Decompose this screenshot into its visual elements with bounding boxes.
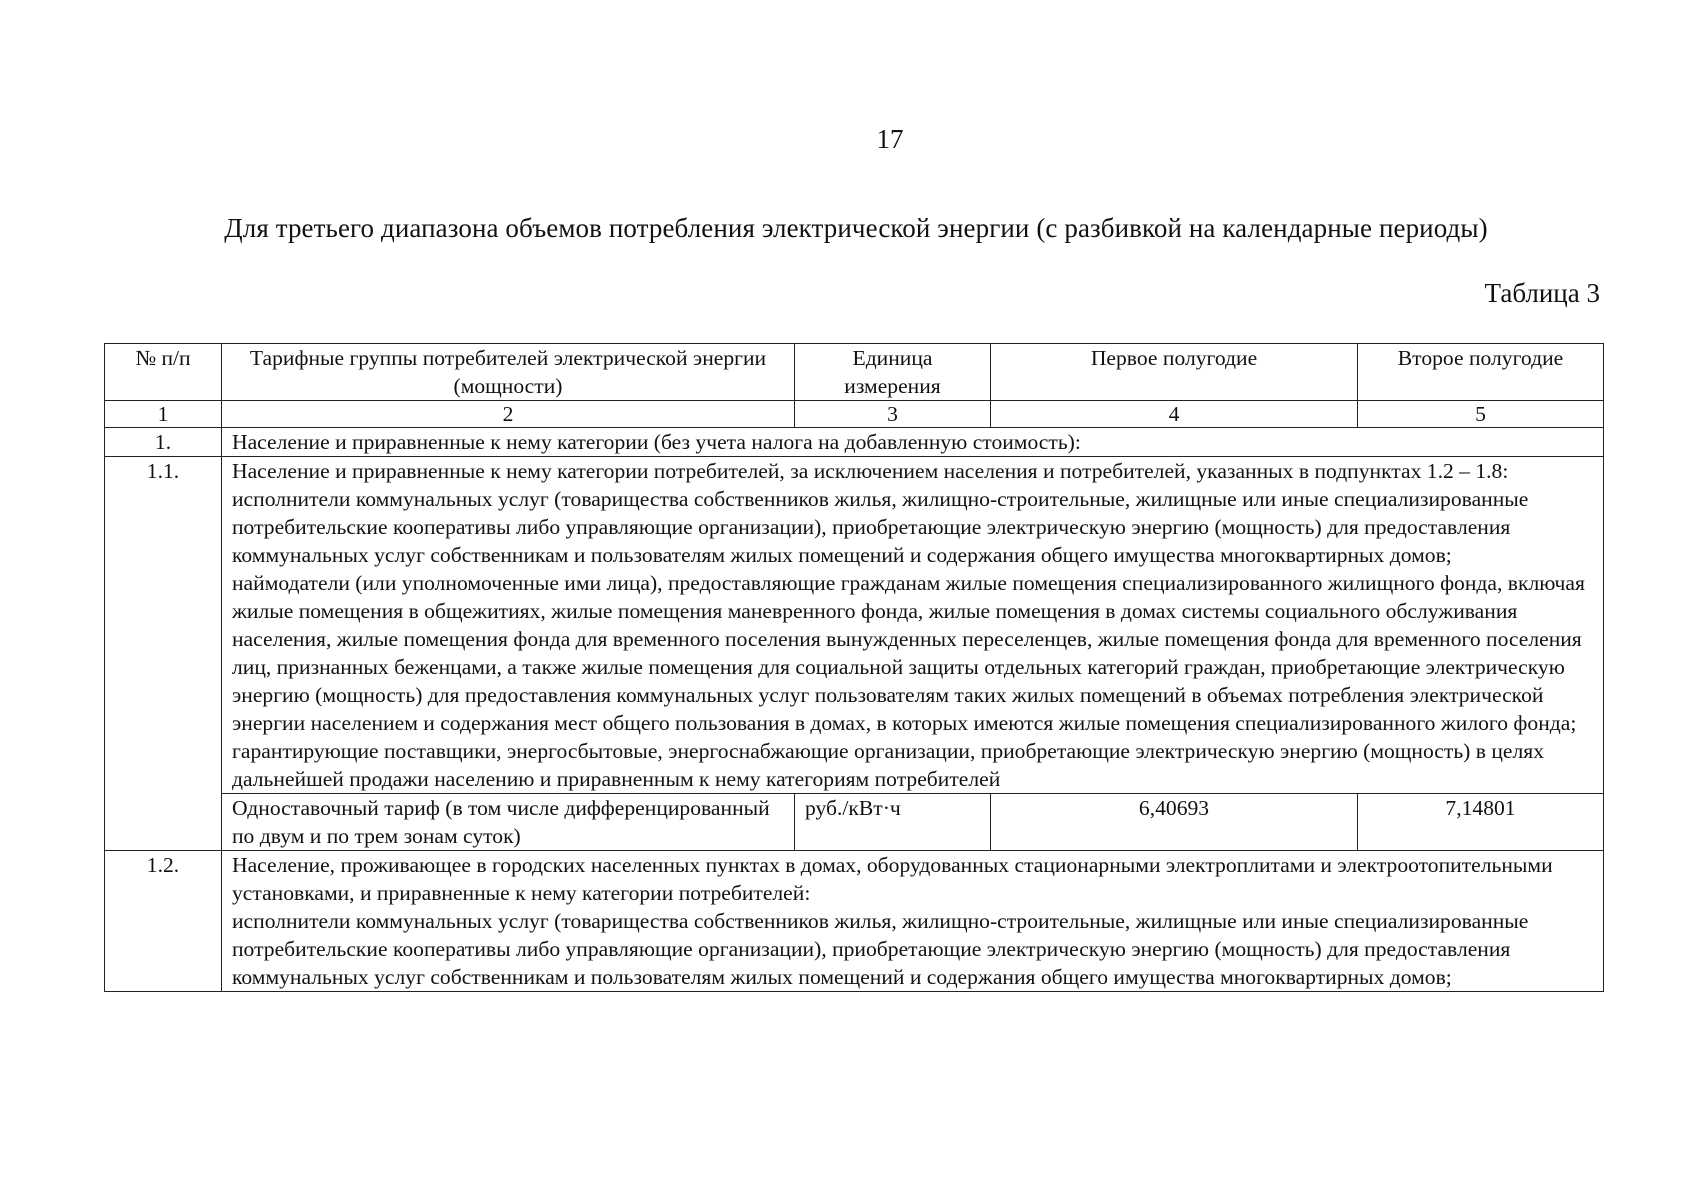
row-description: Население и приравненные к нему категории (без учета налога на добавленную стоимость): (222, 428, 1604, 457)
column-index: 2 (222, 401, 795, 428)
paragraph: наймодатели (или уполномоченные ими лица), предоставляющие гражданам жилые помещения специализированного жилищного фонда, включая жилые помещения в общежитиях, жилые помещения маневренного фонда, жилые помещения в домах системы социального обслуживания населения, жилые помещения фонда для временного поселения вынужденных переселенцев, жилые помещения фонда для временного поселения лиц, признанных беженцами, а также жилые помещения для социальной защиты отдельных категорий граждан, приобретающие электрическую энергию (мощность) для предоставления коммунальных услуг пользователям таких жилых помещений в объемах потребления электрической энергии населением и содержания мест общего пользования в домах, в которых имеются жилые помещения специализированного жилого фонда; (232, 571, 1585, 735)
column-index: 3 (795, 401, 991, 428)
tariff-name: Одноставочный тариф (в том числе дифференцированный по двум и по трем зонам суток) (222, 794, 795, 851)
paragraph: исполнители коммунальных услуг (товарищества собственников жилья, жилищно-строительные, жилищные или иные специализированные потребительские кооперативы либо управляющие организации), приобретающие электрическую энергию (мощность) для предоставления коммунальных услуг собственникам и пользователям жилых помещений и содержания общего имущества многоквартирных домов; (232, 487, 1529, 567)
header-group: Тарифные группы потребителей электрической энергии (мощности) (222, 344, 795, 401)
row-description (222, 457, 1604, 794)
row-description (222, 851, 1604, 992)
header-unit: Единица измерения (795, 344, 991, 401)
row-number: 1.1. (105, 457, 222, 851)
paragraph: Население, проживающее в городских населенных пунктах в домах, оборудованных стационарными электроплитами и электроотопительными установками, и приравненные к нему категории потребителей: (232, 853, 1553, 905)
tariff-row (105, 794, 1604, 851)
column-index: 5 (1358, 401, 1604, 428)
column-index-row (105, 401, 1604, 428)
document-title: Для третьего диапазона объемов потребления электрической энергии (с разбивкой на календарные периоды) (224, 213, 1488, 243)
header-first-half: Первое полугодие (991, 344, 1358, 401)
table-row (105, 457, 1604, 794)
column-index: 1 (105, 401, 222, 428)
page-number: 17 (876, 124, 904, 154)
table-label: Таблица 3 (1484, 278, 1600, 308)
row-number: 1.2. (105, 851, 222, 992)
table-row (105, 851, 1604, 992)
tariff-second-half-value: 7,14801 (1358, 794, 1604, 851)
header-second-half: Второе полугодие (1358, 344, 1604, 401)
column-index: 4 (991, 401, 1358, 428)
tariff-table (104, 343, 1604, 992)
paragraph: исполнители коммунальных услуг (товарищества собственников жилья, жилищно-строительные, жилищные или иные специализированные потребительские кооперативы либо управляющие организации), приобретающие электрическую энергию (мощность) для предоставления коммунальных услуг собственникам и пользователям жилых помещений и содержания общего имущества многоквартирных домов; (232, 909, 1529, 989)
tariff-unit: руб./кВт·ч (795, 794, 991, 851)
table-header-row (105, 344, 1604, 401)
tariff-first-half-value: 6,40693 (991, 794, 1358, 851)
row-number: 1. (105, 428, 222, 457)
paragraph: гарантирующие поставщики, энергосбытовые, энергоснабжающие организации, приобретающие электрическую энергию (мощность) в целях дальнейшей продажи населению и приравненным к нему категориям потребителей (232, 739, 1545, 791)
paragraph: Население и приравненные к нему категории потребителей, за исключением населения и потребителей, указанных в подпунктах 1.2 – 1.8: (232, 459, 1509, 483)
table-row (105, 428, 1604, 457)
header-num: № п/п (105, 344, 222, 401)
